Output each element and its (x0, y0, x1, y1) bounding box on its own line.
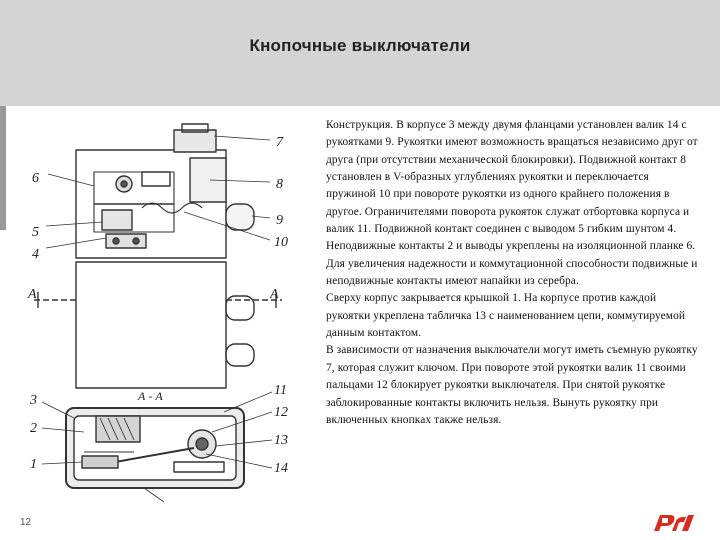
callout-1: 1 (30, 457, 37, 472)
side-accent-bar (0, 106, 6, 230)
callout-7: 7 (276, 135, 283, 150)
callout-14: 14 (274, 461, 288, 476)
callout-5: 5 (32, 225, 39, 240)
section-mark-right: А (270, 287, 279, 302)
callout-8: 8 (276, 177, 283, 192)
section-mark-left: А (28, 287, 37, 302)
callout-10: 10 (274, 235, 288, 250)
callout-4: 4 (32, 247, 39, 262)
callout-2: 2 (30, 421, 37, 436)
callout-12: 12 (274, 405, 288, 420)
section-label: А - А (138, 389, 163, 403)
description-text: Конструкция. В корпусе 3 между двумя фланцами установлен валик 14 с рукоятками 9. Рукоятки имеют возможность вращаться независимо друг от друга (при отсутствии механической блокировки). Подвижной контакт 8 установлен в V-образных углублениях рукоятки и переключается пружиной 10 при повороте рукоятки из одного крайнего положения в другое. Ограничителями поворота рукояток служат отбортовка корпуса и валик 11. Подвижной контакт соединен с выводом 5 гибким шунтом 4. Неподвижные контакты 2 и выводы укреплены на изоляционной планке 6. Для увеличения надежности и коммутационной способности подвижные и неподвижные контакты имеют напайки из серебра. Сверху корпус закрывается крышкой 1. На корпусе против каждой рукоятки укреплена табличка 13 с наименованием цепи, коммутируемой данным контактом. В зависимости от назначения выключатели могут иметь съемную рукоятку 7, которая служит ключом. При повороте этой рукоятки валик 11 своими пальцами 12 блокирует рукоятки выключателя. При снятой рукоятке заблокированные контакты включить нельзя. Вынуть рукоятку при включенных кнопках также нельзя. (326, 119, 698, 426)
callout-6: 6 (32, 171, 39, 186)
callout-9: 9 (276, 213, 283, 228)
callout-13: 13 (274, 433, 288, 448)
rzd-logo-icon (652, 511, 696, 533)
page-number: 12 (20, 517, 32, 528)
callout-3: 3 (30, 393, 37, 408)
slide-title: Кнопочные выключатели (249, 36, 471, 55)
switch-technical-drawing (24, 112, 304, 512)
callout-11: 11 (274, 383, 287, 398)
